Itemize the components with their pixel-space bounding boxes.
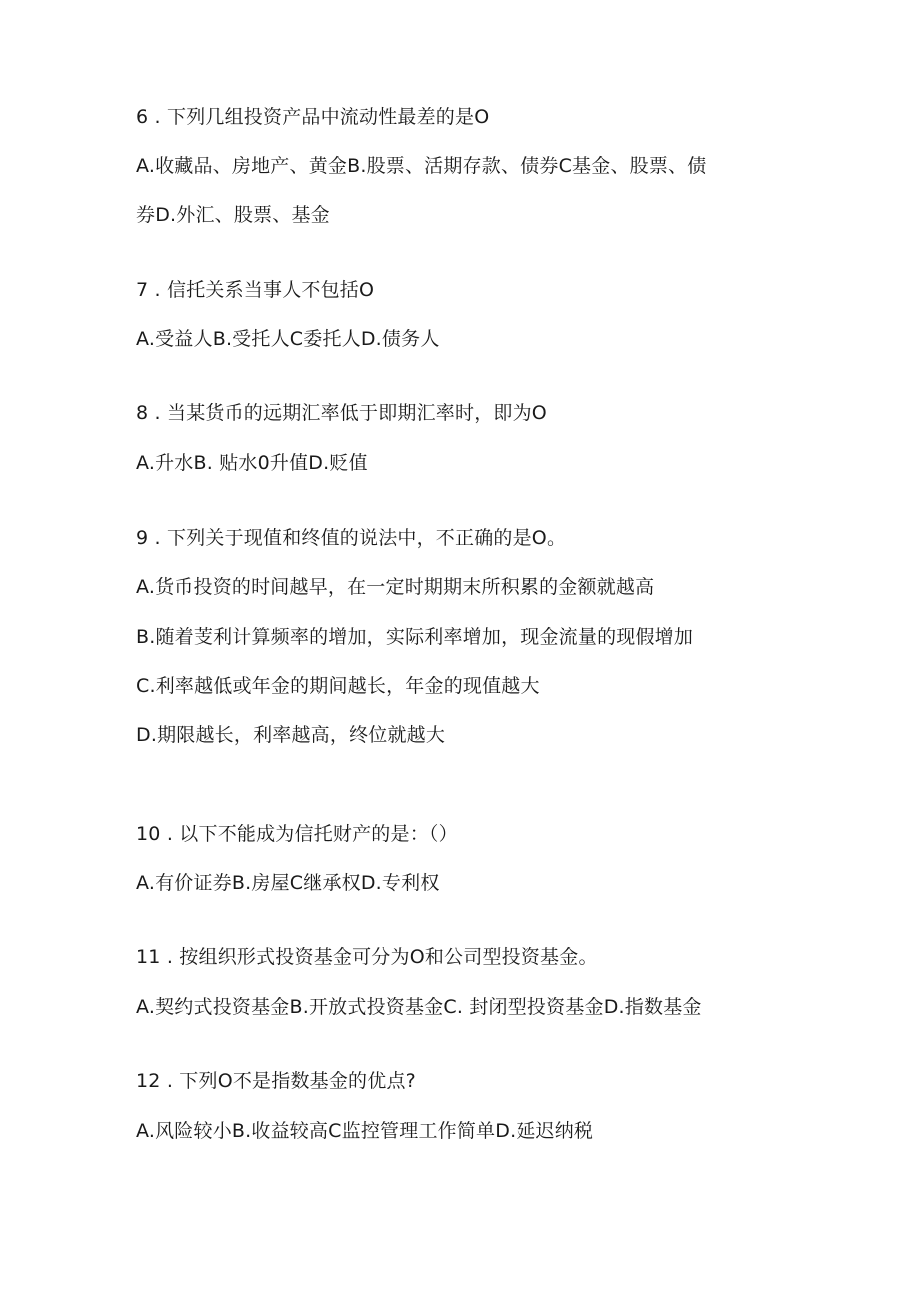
question-6-options-line-2: 券D.外汇、股票、基金 — [136, 204, 330, 226]
question-10-options: A.有价证券B.房屋C继承权D.专利权 — [136, 872, 440, 894]
question-9-option-d: D.期限越长，利率越高，终位就越大 — [136, 724, 446, 746]
question-9-option-c: C.利率越低或年金的期间越长，年金的现值越大 — [136, 675, 540, 697]
question-11-stem: 11 . 按组织形式投资基金可分为O和公司型投资基金。 — [136, 946, 598, 968]
question-8-stem: 8 . 当某货币的远期汇率低于即期汇率时，即为O — [136, 402, 547, 424]
question-9-option-b: B.随着芰利计算频率的增加，实际利率增加，现金流量的现假增加 — [136, 626, 694, 648]
question-6-stem: 6 . 下列几组投资产品中流动性最差的是O — [136, 106, 490, 128]
question-11-options: A.契约式投资基金B.开放式投资基金C. 封闭型投资基金D.指数基金 — [136, 996, 702, 1018]
question-9-option-a: A.货币投资的时间越早，在一定时期期末所积累的金额就越高 — [136, 576, 655, 598]
question-8-options: A.升水B. 贴水0升值D.贬值 — [136, 452, 368, 474]
question-10-stem: 10 . 以下不能成为信托财产的是：（） — [136, 823, 458, 845]
question-9-stem: 9 . 下列关于现值和终值的说法中，不正确的是O。 — [136, 527, 567, 549]
question-12-options: A.风险较小B.收益较高C监控管理工作简单D.延迟纳税 — [136, 1120, 594, 1142]
question-7-options: A.受益人B.受托人C委托人D.债务人 — [136, 328, 440, 350]
question-6-options-line-1: A.收藏品、房地产、黄金B.股票、活期存款、债券C基金、股票、债 — [136, 155, 707, 177]
question-7-stem: 7 . 信托关系当事人不包括O — [136, 279, 375, 301]
question-12-stem: 12 . 下列O不是指数基金的优点? — [136, 1070, 416, 1092]
